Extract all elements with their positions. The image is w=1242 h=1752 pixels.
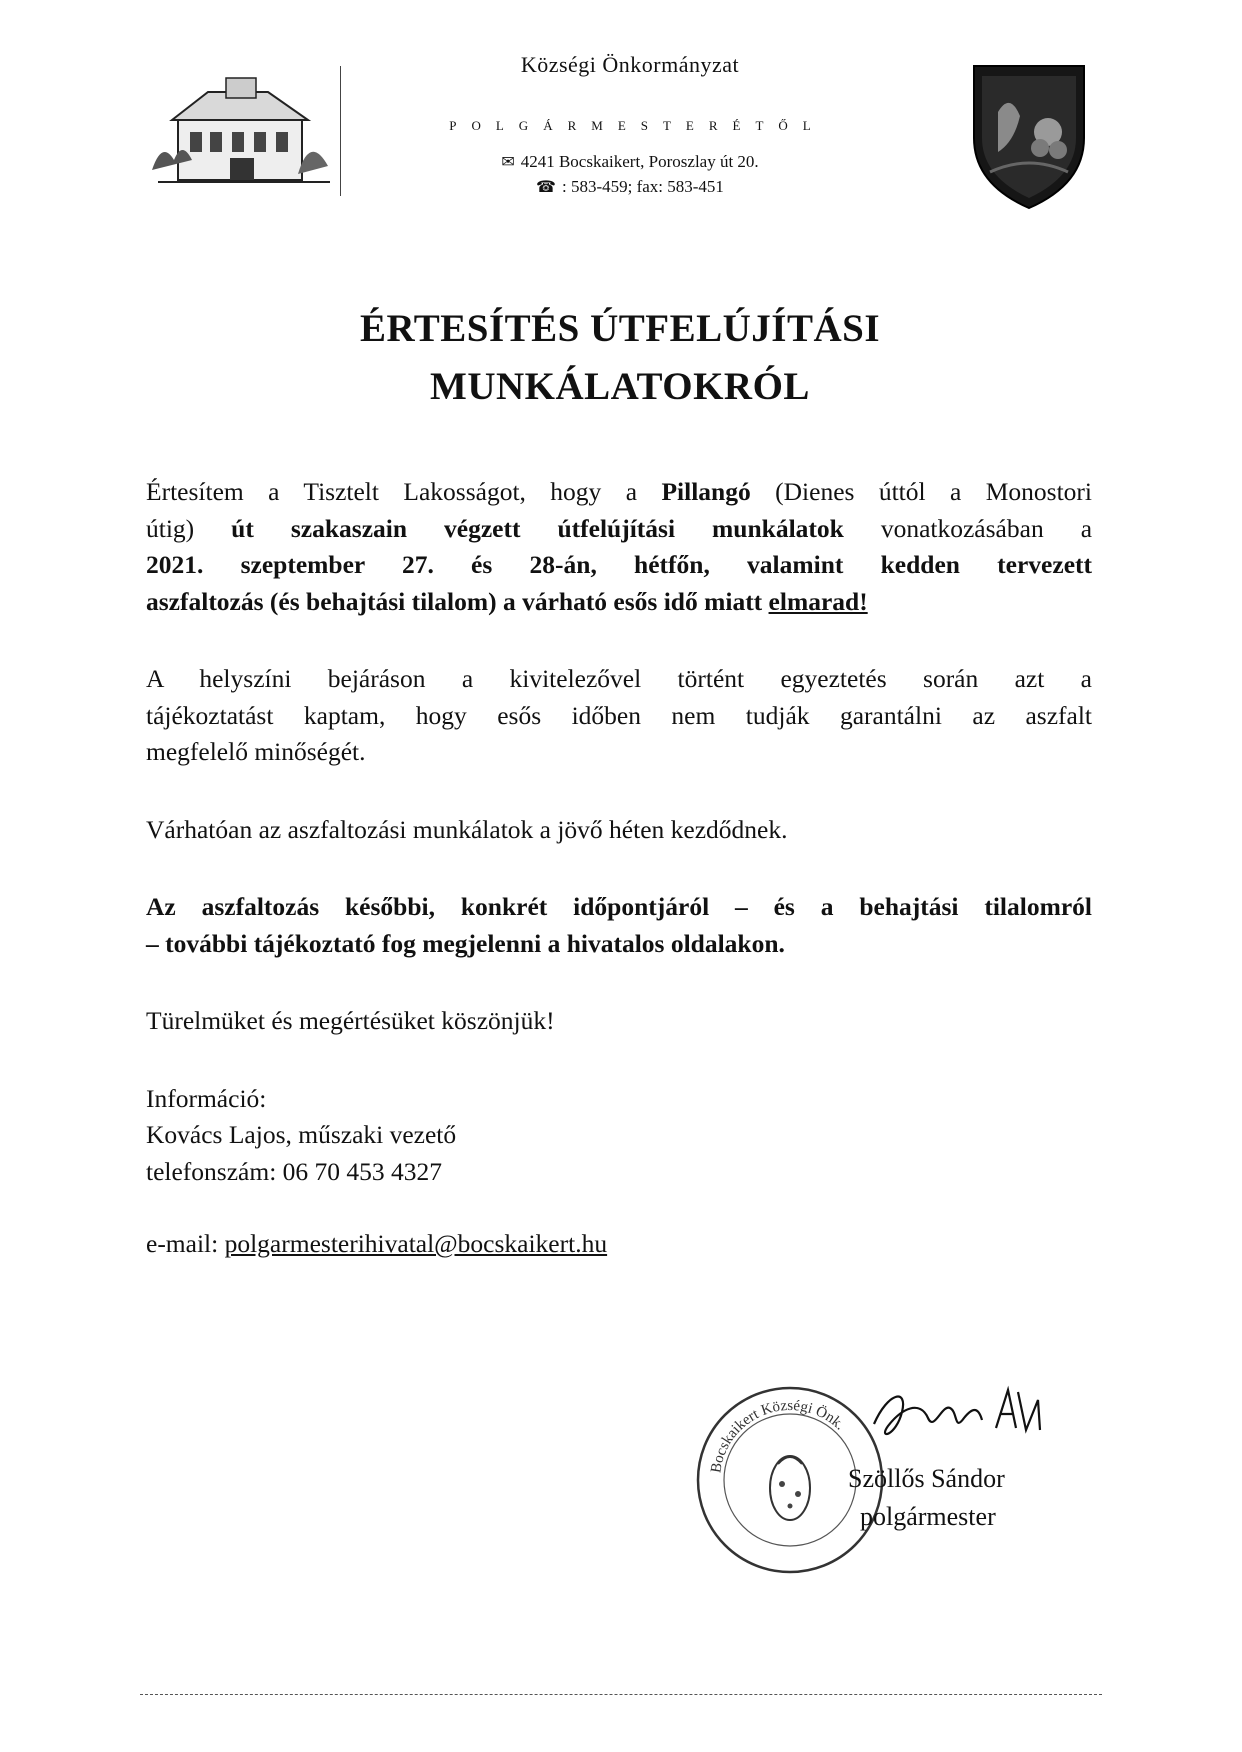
paragraph-expected-start: Várhatóan az aszfaltozási munkálatok a jövő héten kezdődnek. xyxy=(146,814,788,844)
email-link[interactable]: polgarmesterihivatal@bocskaikert.hu xyxy=(224,1229,608,1258)
title-line-1: ÉRTESÍTÉS ÚTFELÚJÍTÁSI xyxy=(359,307,881,350)
contact-block xyxy=(360,150,900,200)
paragraph-further-info xyxy=(146,889,1092,962)
office-name: POLGÁRMESTERÉTŐL xyxy=(449,118,826,133)
text-run: (Dienes úttól a Monostori xyxy=(750,477,1092,506)
announcement-line xyxy=(146,584,1092,621)
street-name: Pillangó xyxy=(661,477,751,506)
paragraph-reason xyxy=(146,661,1092,771)
text-run: vonatkozásában a xyxy=(843,513,1093,543)
signer-block xyxy=(848,1460,1048,1536)
further-info-line: – további tájékoztató fog megjelenni a hivatalos oldalakon. xyxy=(146,928,785,958)
town-hall-illustration xyxy=(148,70,340,188)
reason-line: tájékoztatást kaptam, hogy esős időben nem tudják garantálni az aszfalt xyxy=(146,700,1092,730)
org-name: Községi Önkormányzat xyxy=(520,52,740,77)
signer-role: polgármester xyxy=(860,1502,996,1531)
further-info-line: Az aszfaltozás későbbi, konkrét időpontjáról – és a behajtási tilalomról xyxy=(146,892,1092,921)
text-run: Értesítem a Tisztelt Lakosságot, hogy a xyxy=(146,477,662,506)
notice-title xyxy=(120,300,1120,416)
paragraph-announcement xyxy=(146,474,1092,620)
contact-phone: telefonszám: 06 70 453 4327 xyxy=(146,1156,443,1186)
email-line xyxy=(146,1226,1092,1263)
announcement-line: 2021. szeptember 27. és 28-án, hétfőn, valamint kedden tervezett xyxy=(146,550,1092,579)
contact-info xyxy=(146,1081,1092,1191)
works-description: út szakaszain végzett útfelújítási munkálatok xyxy=(231,513,844,543)
address-text: 4241 Bocskaikert, Poroszlay út 20. xyxy=(520,152,759,171)
letter-body xyxy=(146,474,1092,1263)
reason-line: megfelelő minőségét. xyxy=(146,737,366,766)
signer-name: Szöllős Sándor xyxy=(848,1464,1005,1493)
text-run: aszfaltozás (és behajtási tilalom) a várható esős idő miatt xyxy=(146,586,769,616)
phone-line xyxy=(360,175,900,200)
letterhead xyxy=(360,48,900,200)
telephone-icon: ☎ xyxy=(536,179,556,196)
text-run: útig) xyxy=(146,513,232,543)
address-line xyxy=(360,150,900,175)
handwritten-signature xyxy=(868,1378,1048,1456)
envelope-icon: ✉ xyxy=(501,154,515,171)
footer-line xyxy=(140,1694,1102,1695)
announcement-line xyxy=(146,511,1092,548)
contact-person: Kovács Lajos, műszaki vezető xyxy=(146,1120,457,1149)
title-line-2: MUNKÁLATOKRÓL xyxy=(430,365,810,408)
stamp-text: Bocskaikert Községi Önk. xyxy=(708,1397,848,1475)
email-label: e-mail: xyxy=(146,1229,225,1258)
phone-fax-text: : 583-459; fax: 583-451 xyxy=(561,177,724,196)
announcement-line xyxy=(146,474,1092,511)
header-divider xyxy=(340,66,341,196)
paragraph-thanks: Türelmüket és megértésüket köszönjük! xyxy=(146,1006,555,1035)
cancelled-emphasis: elmarad! xyxy=(768,586,868,616)
info-label: Információ: xyxy=(146,1083,267,1113)
coat-of-arms xyxy=(968,62,1090,210)
reason-line: A helyszíni bejáráson a kivitelezővel történt egyeztetés során azt a xyxy=(146,664,1092,693)
